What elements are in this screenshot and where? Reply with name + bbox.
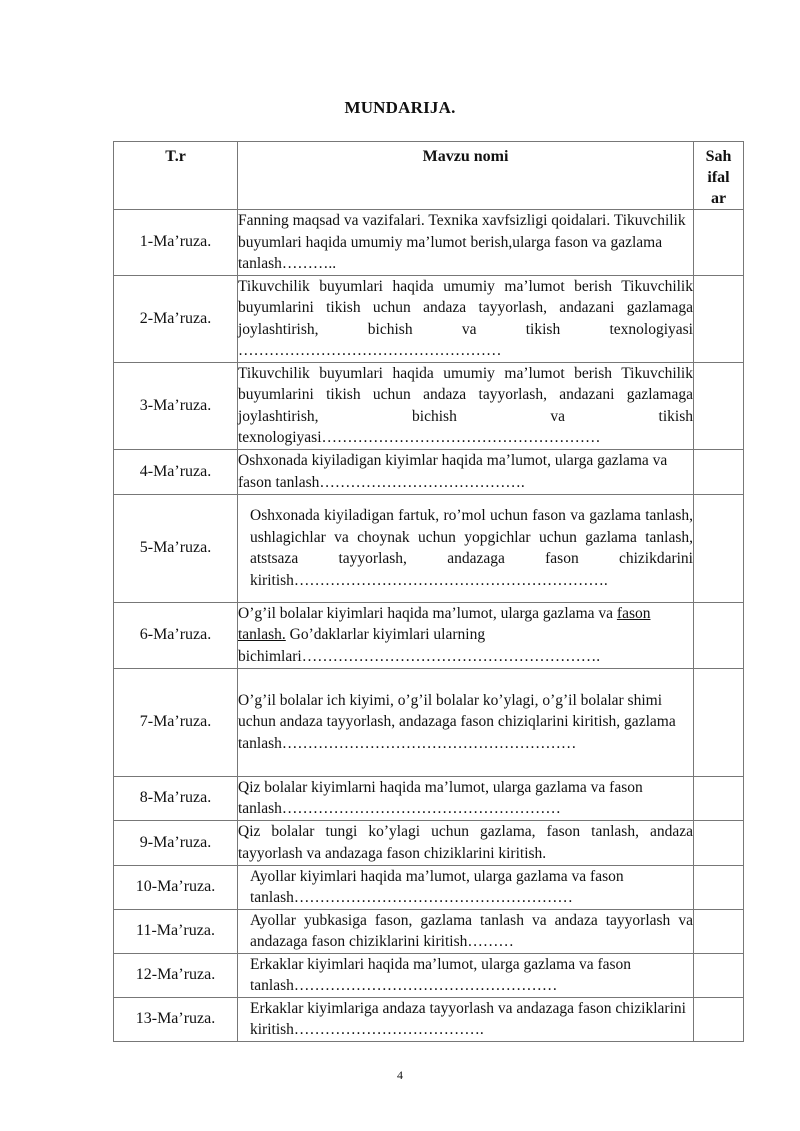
table-row [114,909,744,953]
table-row [114,953,744,997]
table-row [114,275,744,362]
page-cell [694,997,744,1041]
lecture-number: 10-Ma’ruza. [114,865,238,909]
page-cell [694,953,744,997]
lecture-number: 6-Ma’ruza. [114,602,238,668]
lecture-number: 12-Ma’ruza. [114,953,238,997]
page-cell [694,776,744,820]
lecture-topic: Qiz bolalar tungi ko’ylagi uchun gazlama, fason tanlash, andaza tayyorlash va andazaga fason chiziklarini kiritish. [238,820,694,865]
lecture-topic: Oshxonada kiyiladigan kiyimlar haqida ma’lumot, ularga gazlama va fason tanlash…………………………………. [238,449,694,494]
lecture-topic: Tikuvchilik buyumlari haqida umumiy ma’lumot berish Tikuvchilik buyumlarini tikish uchun andaza tayyorlash, andazani gazlamaga joylashtirish, bichish va tikish texnologiyasi……………………………………………… [238,362,694,449]
page-cell [694,865,744,909]
lecture-number: 8-Ma’ruza. [114,776,238,820]
lecture-number: 5-Ma’ruza. [114,494,238,602]
table-row [114,210,744,276]
table-header-row [114,142,744,210]
lecture-number: 4-Ma’ruza. [114,449,238,494]
lecture-topic: Qiz bolalar kiyimlarni haqida ma’lumot, ularga gazlama va fason tanlash……………………………………………… [238,776,694,820]
header-pages [694,142,744,210]
lecture-topic: Erkaklar kiyimlari haqida ma’lumot, ularga gazlama va fason tanlash…………………………………………… [238,953,694,997]
table-row [114,776,744,820]
page-cell [694,668,744,776]
lecture-topic-underlined: fason tanlash. [238,604,651,644]
lecture-topic: Erkaklar kiyimlariga andaza tayyorlash va andazaga fason chiziklarini kiritish………………………………. [238,997,694,1041]
page-cell [694,602,744,668]
table-row [114,668,744,776]
lecture-number: 2-Ma’ruza. [114,275,238,362]
lecture-topic: Ayollar kiyimlari haqida ma’lumot, ularga gazlama va fason tanlash……………………………………………… [238,865,694,909]
lecture-topic: Oshxonada kiyiladigan fartuk, ro’mol uchun fason va gazlama tanlash, ushlagichlar va choynak uchun yopgichlar uchun gazlama tanlash, atstsaza tayyorlash, andazaga fason chizikdarini kiritish……………………………………………………. [238,494,694,602]
header-pages-line3: ar [710,190,727,207]
header-pages-line2: ifal [707,169,730,186]
lecture-number: 13-Ma’ruza. [114,997,238,1041]
lecture-number: 3-Ma’ruza. [114,362,238,449]
lecture-number: 7-Ma’ruza. [114,668,238,776]
lecture-number: 11-Ma’ruza. [114,909,238,953]
page-cell [694,210,744,276]
table-row [114,494,744,602]
table-row [114,362,744,449]
lecture-topic-part: Go’daklarlar kiyimlari ularning bichimlari…………………………………………………. [238,626,601,665]
page-cell [694,909,744,953]
table-row [114,449,744,494]
header-pages-line1: Sah [705,148,732,165]
page-cell [694,275,744,362]
lecture-topic: Tikuvchilik buyumlari haqida umumiy ma’lumot berish Tikuvchilik buyumlarini tikish uchun andaza tayyorlash, andazani gazlamaga joylashtirish, bichish va tikish texnologiyasi …………………………………………… [238,275,694,362]
page-cell [694,362,744,449]
lecture-topic: Fanning maqsad va vazifalari. Texnika xavfsizligi qoidalari. Tikuvchilik buyumlari haqida umumiy ma’lumot berish,ularga fason va gazlama tanlash……….. [238,210,694,276]
lecture-topic [238,602,694,668]
page-cell [694,494,744,602]
lecture-topic: Ayollar yubkasiga fason, gazlama tanlash va andaza tayyorlash va andazaga fason chiziklarini kiritish……… [238,909,694,953]
table-row [114,820,744,865]
lecture-number: 9-Ma’ruza. [114,820,238,865]
table-row [114,997,744,1041]
header-topic-name: Mavzu nomi [238,142,694,210]
page-cell [694,820,744,865]
lecture-topic-part: O’g’il bolalar kiyimlari haqida ma’lumot, ularga gazlama va [238,604,617,622]
page-number: 4 [397,1068,403,1082]
header-tr: T.r [114,142,238,210]
table-row [114,865,744,909]
table-row [114,602,744,668]
contents-table [113,141,744,1042]
page-title: MUNDARIJA. [344,98,456,117]
page-cell [694,449,744,494]
lecture-number: 1-Ma’ruza. [114,210,238,276]
lecture-topic: O’g’il bolalar ich kiyimi, o’g’il bolalar ko’ylagi, o’g’il bolalar shimi uchun andaza tayyorlash, andazaga fason chiziqlarini kiritish, gazlama tanlash………………………………………………… [238,668,694,776]
